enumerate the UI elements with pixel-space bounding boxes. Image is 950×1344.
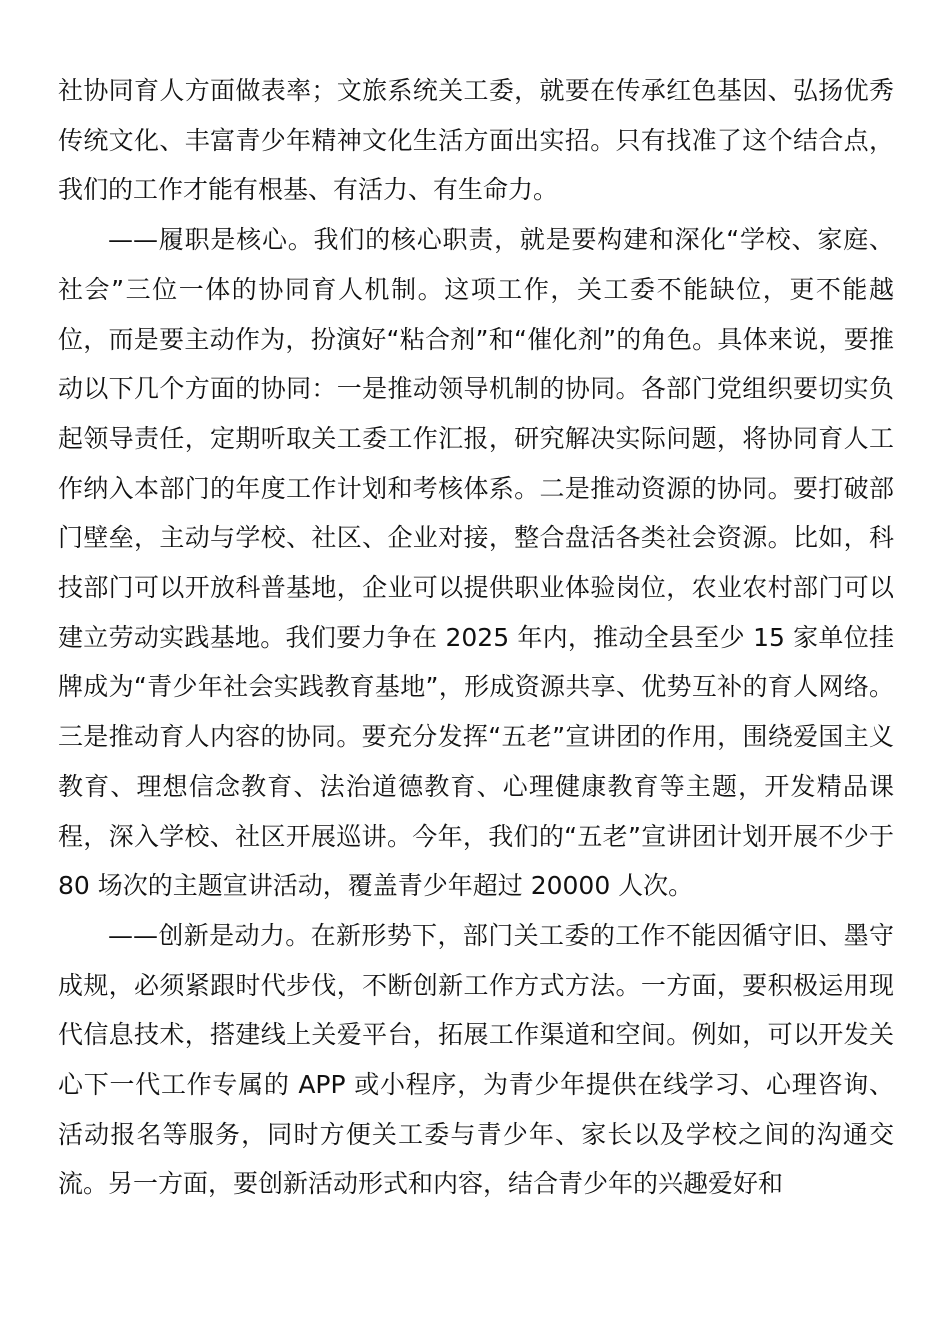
paragraph-duty-core: ——履职是核心。我们的核心职责，就是要构建和深化“学校、家庭、社会”三位一体的协同育人机制。这项工作，关工委不能缺位，更不能越位，而是要主动作为，扮演好“粘合剂”和“催化剂”的角色。具体来说，要推动以下几个方面的协同：一是推动领导机制的协同。各部门党组织要切实负起领导责任，定期听取关工委工作汇报，研究解决实际问题，将协同育人工作纳入本部门的年度工作计划和考核体系。二是推动资源的协同。要打破部门壁垒，主动与学校、社区、企业对接，整合盘活各类社会资源。比如，科技部门可以开放科普基地，企业可以提供职业体验岗位，农业农村部门可以建立劳动实践基地。我们要力争在 2025 年内，推动全县至少 15 家单位挂牌成为“青少年社会实践教育基地”，形成资源共享、优势互补的育人网络。三是推动育人内容的协同。要充分发挥“五老”宣讲团的作用，围绕爱国主义教育、理想信念教育、法治道德教育、心理健康教育等主题，开发精品课程，深入学校、社区开展巡讲。今年，我们的“五老”宣讲团计划开展不少于 80 场次的主题宣讲活动，覆盖青少年超过 20000 人次。	[58, 225, 894, 901]
paragraph-continuation: 社协同育人方面做表率；文旅系统关工委，就要在传承红色基因、弘扬优秀传统文化、丰富青少年精神文化生活方面出实招。只有找准了这个结合点，我们的工作才能有根基、有活力、有生命力。	[58, 76, 894, 205]
document-body	[58, 66, 894, 1209]
paragraph-innovation-drive: ——创新是动力。在新形势下，部门关工委的工作不能因循守旧、墨守成规，必须紧跟时代步伐，不断创新工作方式方法。一方面，要积极运用现代信息技术，搭建线上关爱平台，拓展工作渠道和空间。例如，可以开发关心下一代工作专属的 APP 或小程序，为青少年提供在线学习、心理咨询、活动报名等服务，同时方便关工委与青少年、家长以及学校之间的沟通交流。另一方面，要创新活动形式和内容，结合青少年的兴趣爱好和	[58, 920, 894, 1199]
